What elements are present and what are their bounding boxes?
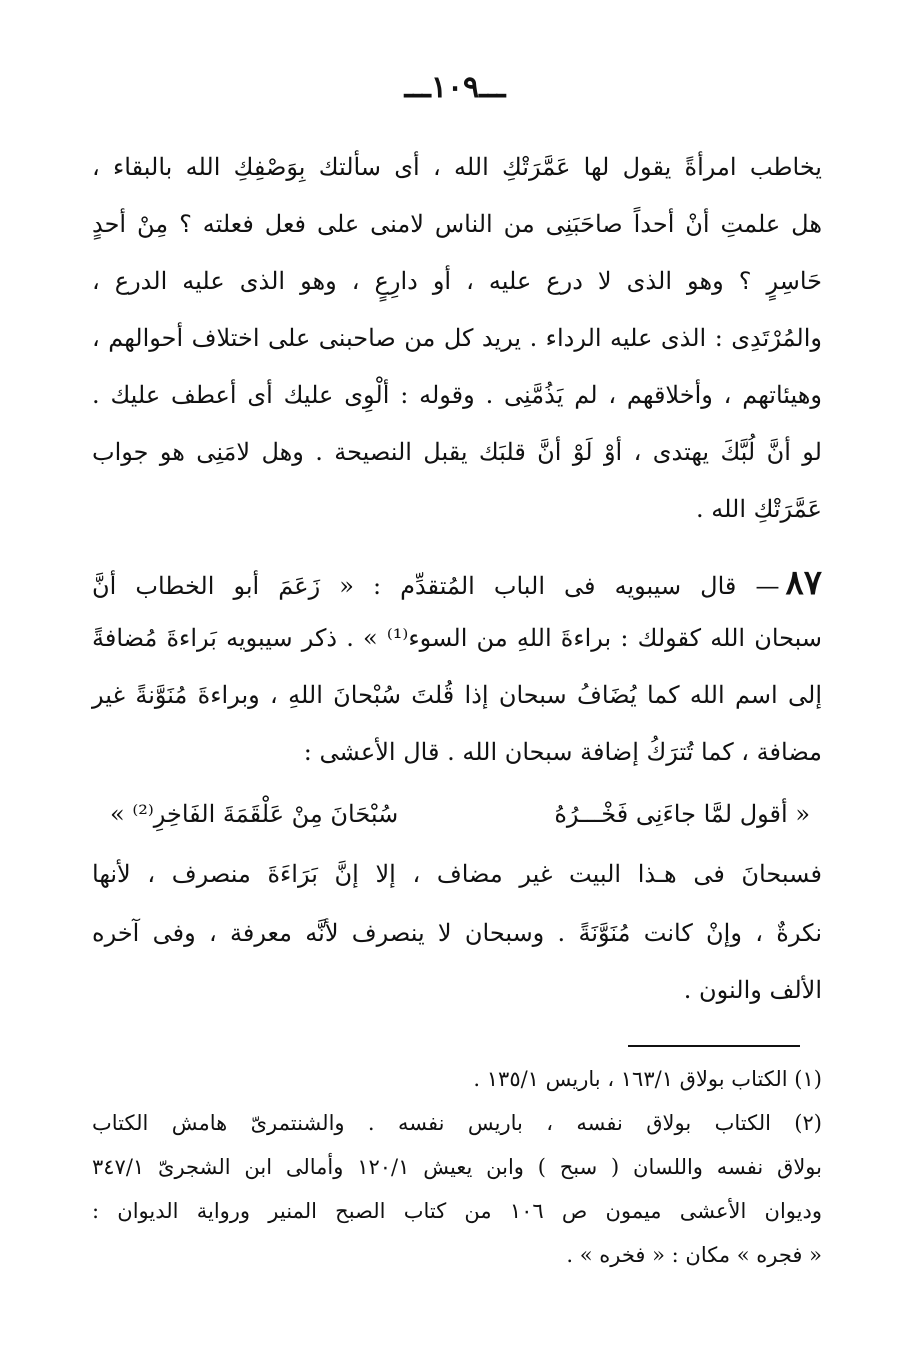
text-line: سبحان الله كقولك : براءةَ اللهِ من السوء⁽¹⁾ » . ذكر سيبويه بَراءةَ مُضافةً	[92, 624, 822, 652]
text-line: إلى اسم الله كما يُضَافُ سبحان إذا قُلتَ سُبْحانَ اللهِ ، وبراءةَ مُنَوَّنةً غير	[92, 681, 822, 709]
text-line: فسبحانَ فى هـذا البيت غير مضاف ، إلا إنَّ بَرَاءَةَ منصرف ، لأنها	[92, 860, 822, 888]
text-line: حَاسِرٍ ؟ وهو الذى لا درع عليه ، أو دارِعٍ ، وهو الذى عليه الدرع ،	[92, 267, 822, 295]
footnote-1: (١) الكتاب بولاق ١٦٣/١ ، باريس ١٣٥/١ .	[473, 1067, 822, 1091]
paragraph-number: ٨٧	[785, 563, 822, 603]
verse-second-hemistich: سُبْحَانَ مِنْ عَلْقَمَةَ الفَاخِرِ⁽²⁾ »	[110, 800, 399, 828]
text-line: عَمَّرَتْكِ الله .	[695, 495, 822, 523]
footnote-2-continued: وديوان الأعشى ميمون ص ١٠٦ من كتاب الصبح المنير ورواية الديوان :	[92, 1199, 822, 1223]
text-line: والمُرْتَدِى : الذى عليه الرداء . يريد كل من صاحبنى على اختلاف أحوالهم ،	[92, 324, 822, 352]
text-line: الألف والنون .	[683, 976, 822, 1004]
page-number: ـــ١٠٩ـــ	[404, 70, 506, 105]
footnote-2: (٢) الكتاب بولاق نفسه ، باريس نفسه . والشنتمرىّ هامش الكتاب	[92, 1111, 822, 1135]
text-line: — قال سيبويه فى الباب المُتقدِّم : « زَعَمَ أبو الخطاب أنَّ	[92, 572, 780, 600]
footnote-2-continued: بولاق نفسه واللسان ( سبح ) وابن يعيش ١٢٠/١ وأمالى ابن الشجرىّ ٣٤٧/١	[92, 1155, 822, 1179]
text-line: نكرةٌ ، وإنْ كانت مُنَوَّنَةً . وسبحان لا ينصرف لأنَّه معرفة ، وفى آخره	[92, 919, 822, 947]
text-line: يخاطب امرأةً يقول لها عَمَّرَتْكِ الله ، أى سألتك بِوَصْفِكِ الله بالبقاء ،	[92, 153, 822, 181]
verse-first-hemistich: « أقول لمَّا جاءَنِى فَخْـــرُهُ	[554, 800, 810, 828]
poetry-verse	[110, 800, 810, 828]
text-line: لو أنَّ لُبَّكَ يهتدى ، أوْ لَوْ أنَّ قلبَك يقبل النصيحة . وهل لامَنِى هو جواب	[92, 438, 822, 466]
text-line: مضافة ، كما تُترَكُ إضافة سبحان الله . قال الأعشى :	[303, 738, 822, 766]
numbered-paragraph-first-line	[92, 563, 822, 603]
text-line: وهيئاتهم ، وأخلاقهم ، لم يَذُمَّنِى . وقوله : ألْوِى عليك أى أعطف عليك .	[92, 381, 822, 409]
text-line: هل علمتِ أنْ أحداً صاحَبَنِى من الناس لامنى على فعل فعلته ؟ مِنْ أحدٍ	[92, 210, 822, 238]
footnote-2-continued: « فجره » مكان : « فخره » .	[566, 1243, 822, 1267]
footnote-separator	[628, 1045, 800, 1047]
